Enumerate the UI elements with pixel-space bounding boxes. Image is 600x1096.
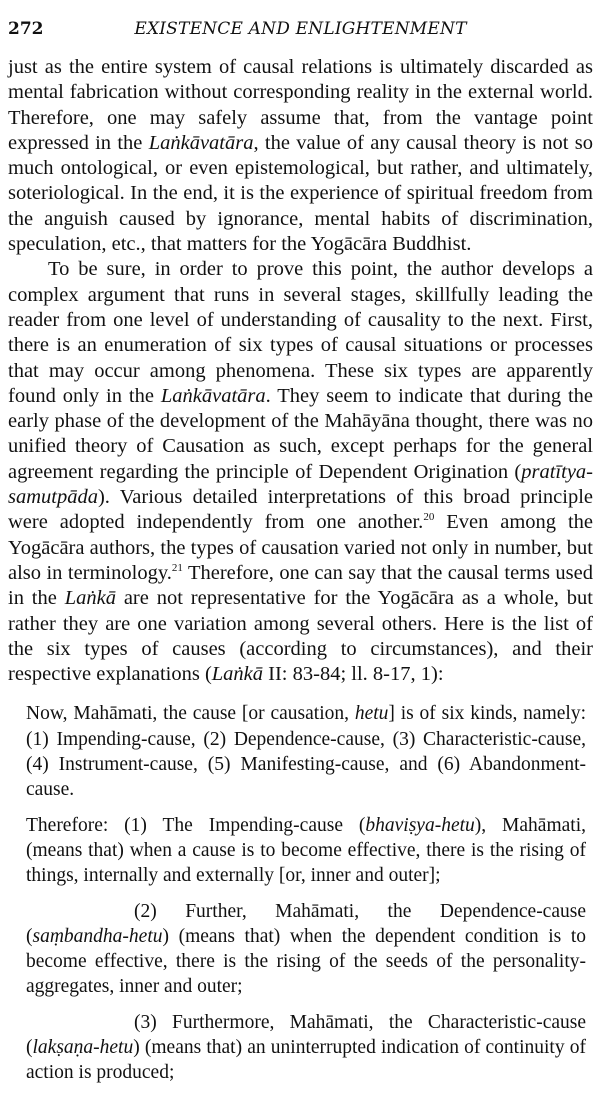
italic-term: Laṅkāvatāra <box>160 384 266 407</box>
page-body <box>8 55 593 1096</box>
italic-term: pratītya-samutpāda <box>8 460 593 509</box>
italic-term: Laṅkā <box>211 663 264 686</box>
quote-paragraph: Now, Mahāmati, the cause [or causation, hetu] is of six kinds, namely: (1) Impending-cause, (2) Dependence-cause, (3) Characteristic-cause, (4) Instrument-cause, (5) Manifesting-cause, and (6) Abandonment-cause. <box>26 703 586 801</box>
body-paragraph: To be sure, in order to prove this point, the author develops a complex argument that runs in several stages, skillfully leading the reader from one level of understanding of causality to the next. First, there is an enumeration of six types of causal situations or processes that may occur among phenomena. These six types are apparently found only in the Laṅkāvatāra. They seem to indicate that during the early phase of the development of the Mahāyāna thought, there was no unified theory of Causation as such, except perhaps for the general agreement regarding the principle of Dependent Origination (pratītya-samutpāda). Various detailed interpretations of this broad principle were adopted independently from one another.$^{20}$ Even among the Yogācāra authors, the types of causation varied not only in number, but also in terminology.$^{21}$ Therefore, one can say that the causal terms used in the Laṅkā are not representative for the Yogācāra as a whole, but rather they are one variation among several others. Here is the list of the six types of causes (according to circumstances), and their respective explanations (Laṅkā II: 83-84; ll. 8-17, 1): <box>8 258 594 686</box>
quote-paragraph: (3) Furthermore, Mahāmati, the Characteristic-cause (lakṣaṇa-hetu) (means that) an uninterrupted indication of continuity of action is produced; <box>26 1011 586 1084</box>
page-number: 272 <box>8 19 44 39</box>
footnote-ref: 20 <box>423 511 435 524</box>
quote-paragraph: (2) Further, Mahāmati, the Dependence-cause (saṃbandha-hetu) (means that) when the dependent condition is to become effective, there is the rising of the seeds of the personality-aggregates, inner and outer; <box>26 900 586 998</box>
italic-term: Laṅkā <box>64 587 116 610</box>
body-paragraph: just as the entire system of causal relations is ultimately discarded as mental fabrication without corresponding reality in the external world. Therefore, one may safely assume that, from the vantage point expressed in the Laṅkāvatāra, the value of any causal theory is not so much ontological, or even epistemological, but rather, and ultimately, soteriological. In the end, it is the experience of spiritual freedom from the anguish caused by ignorance, mental habits of discrimination, speculation, etc., that matters for the Yogācāra Buddhist. <box>8 56 593 256</box>
italic-term: saṃbandha-hetu <box>32 925 163 947</box>
italic-term: lakṣaṇa-hetu <box>32 1036 134 1058</box>
italic-term: hetu <box>354 703 389 725</box>
quote-paragraph: Therefore: (1) The Impending-cause (bhaviṣya-hetu), Mahāmati, (means that) when a cause is to become effective, there is the rising of things, internally and externally [or, inner and outer]; <box>26 814 586 887</box>
footnote-ref: 21 <box>171 562 183 575</box>
italic-term: Laṅkāvatāra <box>148 131 254 154</box>
italic-term: bhaviṣya-hetu <box>365 814 475 836</box>
page-header <box>8 16 593 42</box>
running-head: EXISTENCE AND ENLIGHTENMENT <box>134 19 467 39</box>
block-quote <box>26 701 586 1085</box>
